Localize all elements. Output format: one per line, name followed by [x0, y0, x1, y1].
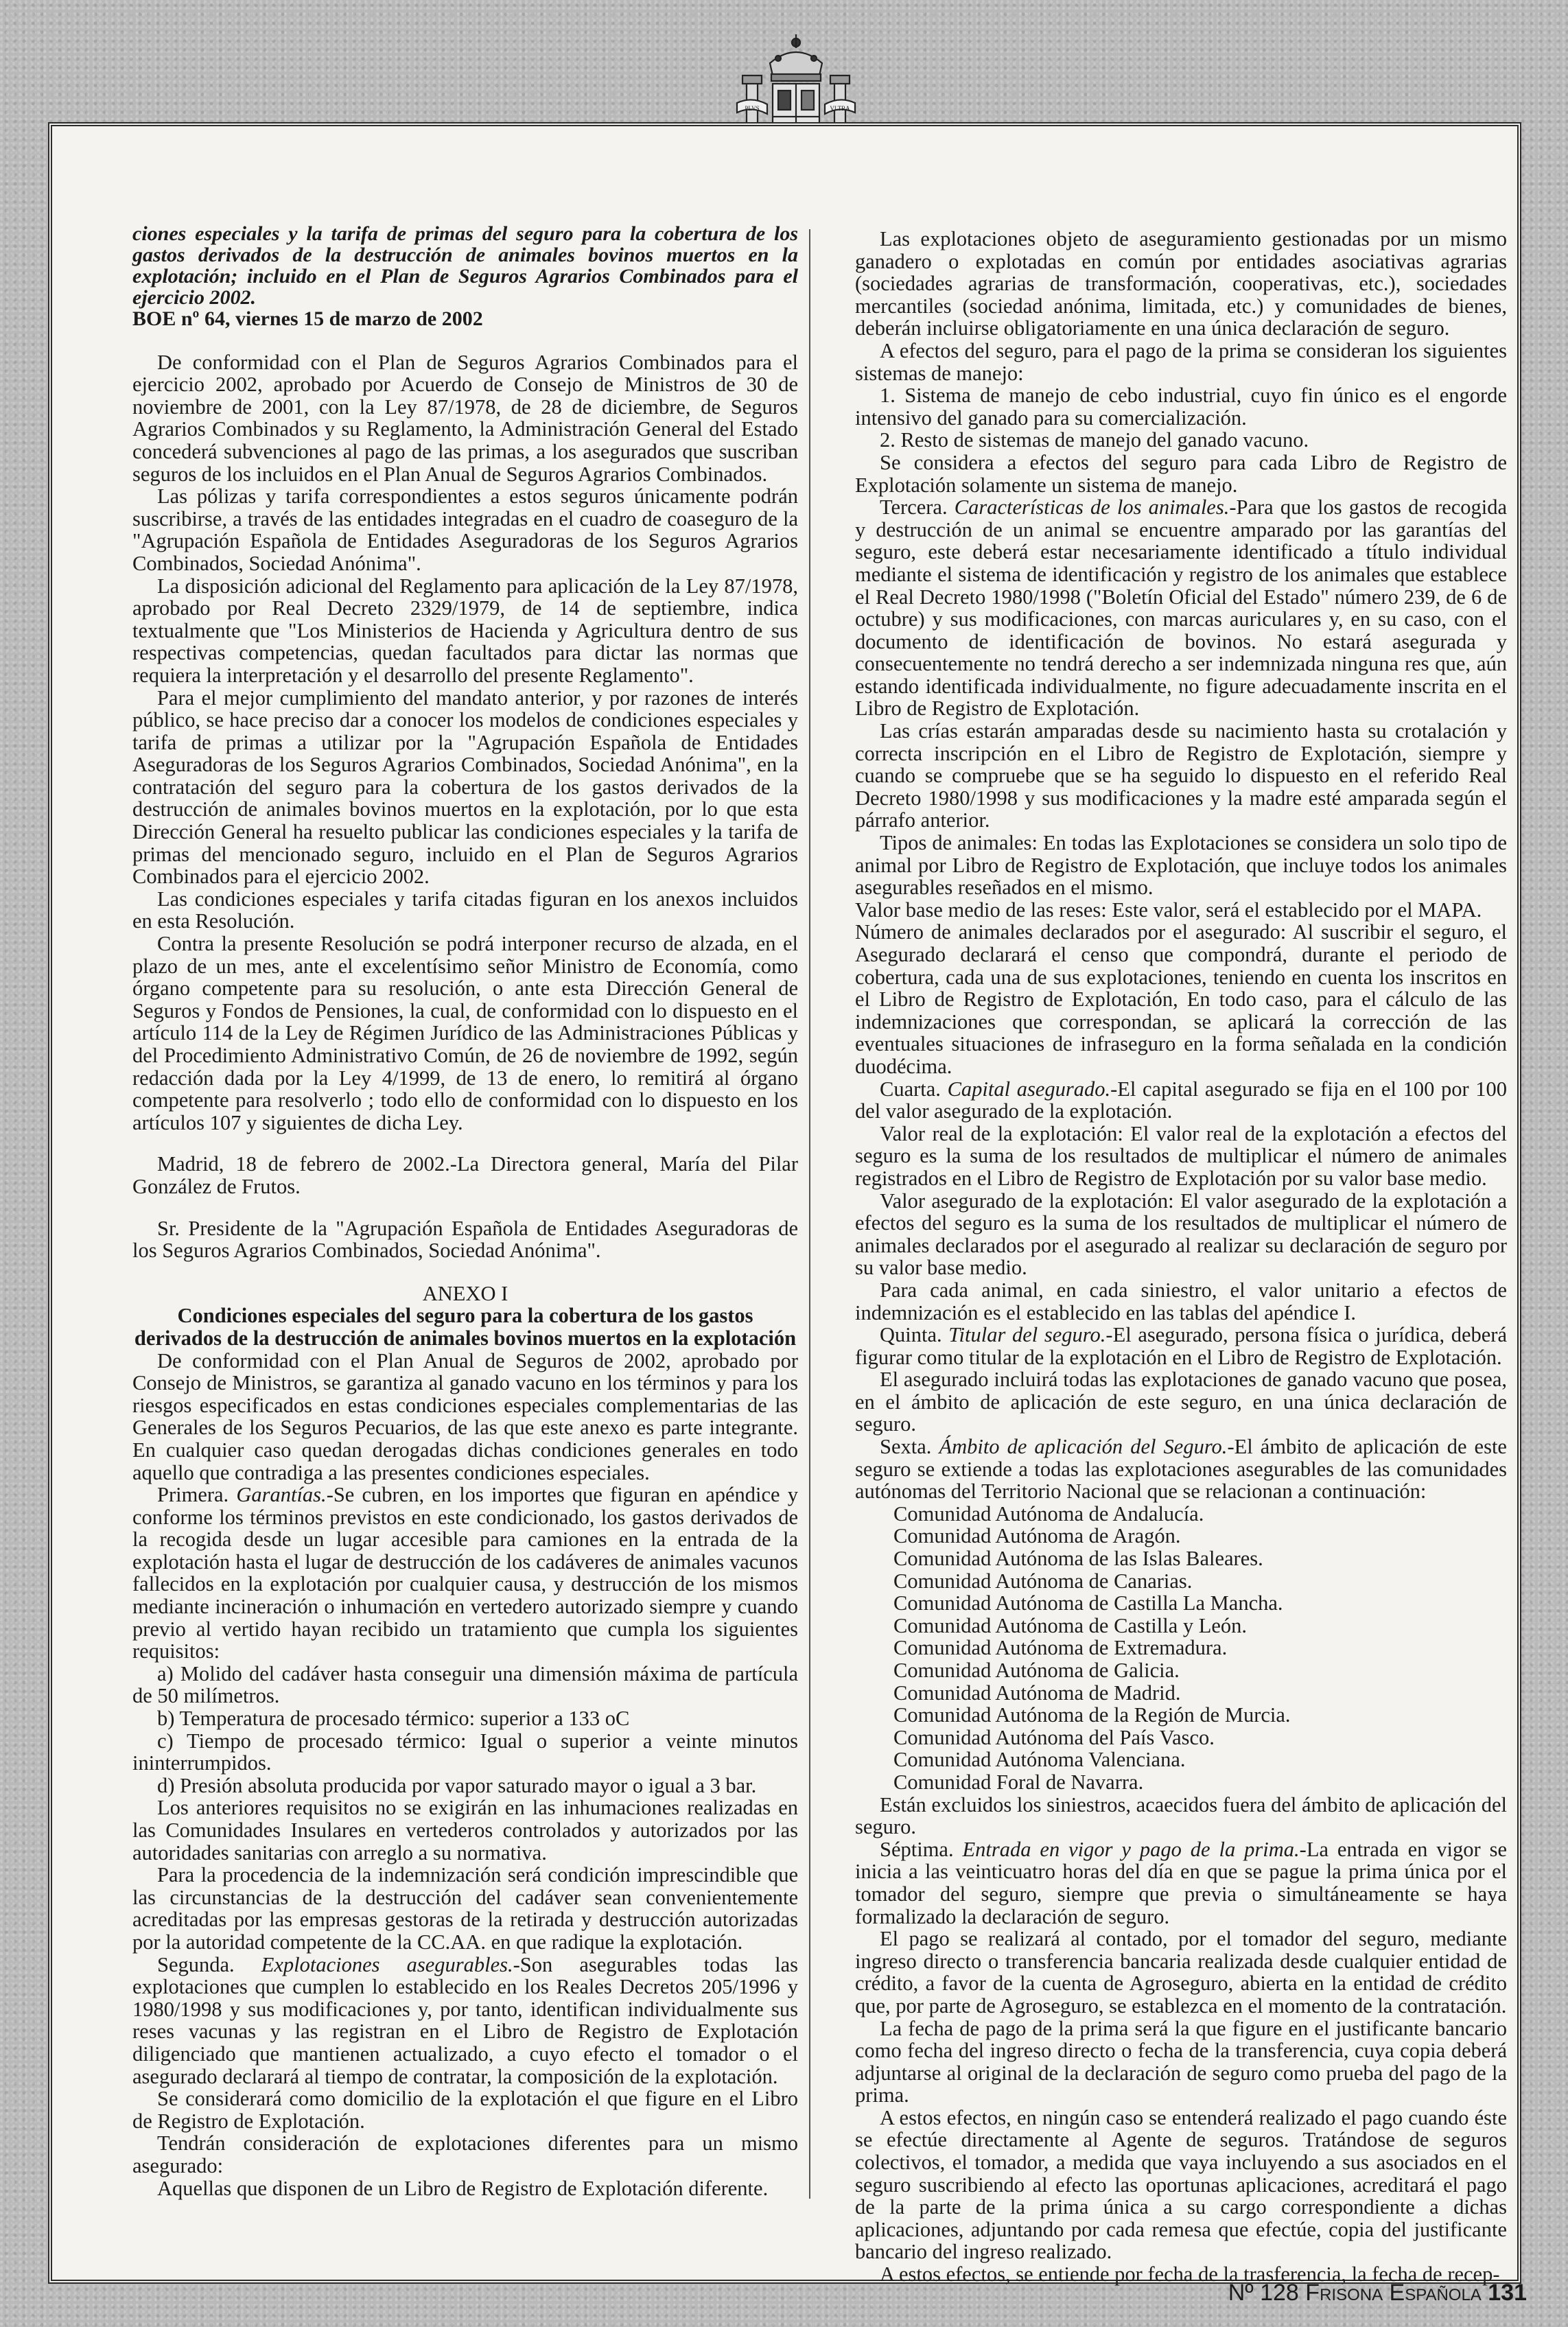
page-panel	[48, 122, 1521, 2287]
paragraph: La disposición adicional del Reglamento para aplicación de la Ley 87/1978, aprobado por Real Decreto 2329/1979, de 14 de septiembre, indica textualmente que "Los Ministerios de Hacienda y Agricultura dentro de sus respectivas competencias, quedan facultados para dictar las normas que requiera la interpretación y el desarrollo del presente Reglamento".	[132, 574, 798, 687]
paragraph: Las explotaciones objeto de aseguramiento gestionadas por un mismo ganadero o explotadas en común por entidades asociativas agrarias (sociedades agrarias de transformación, cooperativas, etc.), sociedades mercantiles (sociedad anónima, limitada, etc.) y comunidades de bienes, deberán incluirse obligatoriamente en una única declaración de seguro.	[855, 227, 1507, 340]
addressee-paragraph: Sr. Presidente de la "Agrupación Española de Entidades Aseguradoras de los Seguros Agrarios Combinados, Sociedad Anónima".	[132, 1216, 798, 1263]
clause-heading: Explotaciones asegurables.	[261, 1952, 513, 1976]
clause-quinta	[855, 1324, 1507, 1368]
paragraph: Los anteriores requisitos no se exigirán en las inhumaciones realizadas en las Comunidades Insulares en vertederos controlados y autorizados por las autoridades sanitarias con arreglo a su normativa.	[132, 1796, 798, 1864]
list-item: Comunidad Autónoma de las Islas Baleares.	[893, 1547, 1263, 1571]
clause-heading: Ámbito de aplicación del Seguro.	[939, 1435, 1228, 1459]
paragraph: Están excluidos los siniestros, acaecidos fuera del ámbito de aplicación del seguro.	[855, 1792, 1507, 1839]
list-item: Comunidad Autónoma de Madrid.	[893, 1681, 1181, 1705]
regions-list	[855, 1503, 1507, 1794]
clause-text: -El capital asegurado se fija en el 100 por 100 del valor asegurado de la explotación.	[855, 1077, 1508, 1123]
clause-lead: Quinta.	[880, 1323, 949, 1347]
list-item: Comunidad Foral de Navarra.	[893, 1770, 1144, 1794]
annex-subtitle: Condiciones especiales del seguro para la cobertura de los gastos derivados de la destrucción de animales bovinos muertos en la explotación	[134, 1304, 797, 1350]
magazine-name: Frisona Española	[1305, 2280, 1482, 2306]
paragraph: Para la procedencia de la indemnización será condición imprescindible que las circunstancias de la destrucción del cadáver sean convenientemente acreditadas por las empresas gestoras de la retirada y destrucción autorizadas por la autoridad competente de la CC.AA. en que radique la explotación.	[132, 1863, 798, 1954]
paragraph: El pago se realizará al contado, por el tomador del seguro, mediante ingreso directo o transferencia bancaria realizada desde cualquier entidad de crédito, a favor de la cuenta de Agroseguro, abierta en la entidad de crédito que, por parte de Agroseguro, se establezca en el momento de la contratación.	[855, 1927, 1507, 2018]
paragraph: Se considera a efectos del seguro para cada Libro de Registro de Explotación solamente un sistema de manejo.	[855, 450, 1507, 497]
list-item: Comunidad Autónoma de Aragón.	[893, 1524, 1181, 1548]
paragraph: A efectos del seguro, para el pago de la prima se consideran los siguientes sistemas de manejo:	[855, 338, 1507, 385]
paragraph: Valor real de la explotación: El valor real de la explotación a efectos del seguro es la suma de los resultados de multiplicar el número de animales registrados en el Libro de Registro de Explotación por su valor base medio.	[855, 1121, 1507, 1190]
signature-paragraph: Madrid, 18 de febrero de 2002.-La Directora general, María del Pilar González de Frutos.	[132, 1152, 798, 1198]
requirement-item: b) Temperatura de procesado térmico: superior a 133 oC	[157, 1707, 630, 1731]
clause-primera	[132, 1484, 798, 1663]
clause-lead: Cuarta.	[880, 1077, 948, 1101]
requirement-item: a) Molido del cadáver hasta conseguir una dimensión máxima de partícula de 50 milímetros.	[132, 1661, 798, 1708]
paragraph: 2. Resto de sistemas de manejo del ganado vacuno.	[880, 428, 1309, 452]
clause-text: -Son asegurables todas las explotaciones que cumplen lo establecido en los Reales Decretos 205/1996 y 1980/1998 y sus modificaciones y, por tanto, identifican individualmente sus reses vacunas y las registran en el Libro de Registro de Explotación diligenciado que mantienen actualizado, a cuyo efecto el tomador o el asegurado declarará al tiempo de contratar, la composición de la explotación.	[132, 1952, 798, 2088]
paragraph: Para el mejor cumplimiento del mandato anterior, y por razones de interés público, se hace preciso dar a conocer los modelos de condiciones especiales y tarifa de primas a utilizar por la "Agrupación Española de Entidades Aseguradoras de los Seguros Agrarios Combinados, Sociedad Anónima", en la contratación del seguro para la cobertura de los gastos derivados de la destrucción de animales bovinos muertos en la explotación, por lo que esta Dirección General ha resuelto publicar las condiciones especiales y la tarifa de primas del mencionado seguro, incluido en el Plan de Seguros Agrarios Combinados para el ejercicio 2002.	[132, 686, 798, 889]
paragraph: Aquellas que disponen de un Libro de Registro de Explotación diferente.	[157, 2176, 769, 2200]
clause-sexta	[855, 1436, 1507, 1503]
page-footer	[1184, 2280, 1527, 2307]
clause-text: -El ámbito de aplicación de este seguro se extiende a todas las explotaciones asegurables de las comunidades autónomas del Territorio Nacional que se relacionan a continuación:	[855, 1435, 1507, 1504]
paragraph: Se considerará como domicilio de la explotación el que figure en el Libro de Registro de Explotación.	[132, 2087, 798, 2133]
list-item: Comunidad Autónoma del País Vasco.	[893, 1725, 1215, 1749]
paragraph: 1. Sistema de manejo de cebo industrial, cuyo fin único es el engorde intensivo del ganado para su comercialización.	[855, 384, 1507, 430]
paragraph: Valor asegurado de la explotación: El valor asegurado de la explotación a efectos del seguro es la suma de los resultados de multiplicar el número de animales declarados por el asegurado al realizar su declaración de seguro por su valor base medio.	[855, 1189, 1507, 1280]
list-item: Comunidad Autónoma de Castilla La Mancha.	[893, 1591, 1283, 1615]
clause-text: -Se cubren, en los importes que figuran en apéndice y conforme los términos previstos en este condicionado, los gastos derivados de la recogida desde un lugar accesible para camiones en la entrada de la explotación hasta el lugar de destrucción de los cadáveres de animales vacunos fallecidos en la explotación por cualquier causa, y destrucción de los mismos mediante incineración o inhumación en vertedero autorizado siempre y cuando previo al vertido hayan recibido un tratamiento que cumpla los siguientes requisitos:	[132, 1483, 798, 1663]
paragraph: Las crías estarán amparadas desde su nacimiento hasta su crotalación y correcta inscripción en el Libro de Registro de Explotación, siempre y cuando se compruebe que se ha seguido lo dispuesto en el referido Real Decreto 1980/1998 y sus modificaciones y la madre esté amparada según el párrafo anterior.	[855, 719, 1507, 832]
clause-heading: Capital asegurado.	[947, 1077, 1111, 1101]
boe-reference: BOE nº 64, viernes 15 de marzo de 2002	[132, 307, 483, 330]
paragraph: Las pólizas y tarifa correspondientes a estos seguros únicamente podrán suscribirse, a través de las entidades integradas en el cuadro de coaseguro de la "Agrupación Española de Entidades Aseguradoras de los Seguros Agrarios Combinados, Sociedad Anónima".	[132, 484, 798, 575]
paragraph: A estos efectos, se entiende por fecha de la trasferencia, la fecha de recep-	[880, 2262, 1500, 2287]
clause-tercera	[855, 496, 1507, 720]
clause-heading: Características de los animales.	[954, 495, 1230, 519]
paragraph: Para cada animal, en cada siniestro, el valor unitario a efectos de indemnización es el establecido en las tablas del apéndice I.	[855, 1278, 1507, 1324]
paragraph: De conformidad con el Plan de Seguros Agrarios Combinados para el ejercicio 2002, aprobado por Acuerdo de Consejo de Ministros de 30 de noviembre de 2001, con la Ley 87/1978, de 28 de diciembre, de Seguros Agrarios Combinados y su Reglamento, la Administración General del Estado concederá subvenciones al pago de las primas, a los asegurados que suscriban seguros de los incluidos en el Plan Anual de Seguros Agrarios Combinados.	[132, 350, 798, 486]
resolution-title: ciones especiales y la tarifa de primas del seguro para la cobertura de los gastos derivados de la destrucción de animales bovinos muertos en la explotación; incluido en el Plan de Seguros Agrarios Combinados para el ejercicio 2002.	[132, 222, 798, 309]
ribbon-left-text: PLVS	[745, 105, 760, 112]
paragraph: De conformidad con el Plan Anual de Seguros de 2002, aprobado por Consejo de Ministros, se garantiza al ganado vacuno en los términos y para los riesgos especificados en estas condiciones especiales complementarias de las Generales de los Seguros Pecuarios, de las que este anexo es parte integrante. En cualquier caso quedan derogadas dichas condiciones generales en todo aquello que contradiga a las presentes condiciones especiales.	[132, 1348, 798, 1484]
paragraph: Número de animales declarados por el asegurado: Al suscribir el seguro, el Asegurado declarará el censo que compondrá, durante el periodo de cobertura, cada una de sus explotaciones, teniendo en cuenta los inscritos en el Libro de Registro de Explotación, En todo caso, para el cálculo de las indemnizaciones que correspondan, se aplicará la corrección de las eventuales situaciones de infraseguro en la forma señalada en la condición duodécima.	[855, 920, 1507, 1078]
left-column	[132, 223, 798, 2280]
list-item: Comunidad Autónoma de la Región de Murcia.	[893, 1703, 1291, 1727]
clause-heading: Garantías.	[236, 1483, 327, 1507]
page-number: 131	[1488, 2280, 1527, 2306]
clause-text: -Para que los gastos de recogida y destrucción de un animal se encuentre amparado por las garantías del seguro, este deberá estar necesariamente identificado a título individual mediante el sistema de identificación y registro de los animales que establece el Real Decreto 1980/1998 ("Boletín Oficial del Estado" número 239, de 6 de octubre) y sus modificaciones, con marcas auriculares y, en su caso, con el documento de identificación de bovinos. No estará asegurada y consecuentemente no tendrá derecho a ser indemnizada ninguna res que, aún estando identificada individualmente, no figure adecuadamente inscrita en el Libro de Registro de Explotación.	[855, 495, 1508, 721]
clause-segunda	[132, 1954, 798, 2088]
clause-lead: Sexta.	[880, 1435, 939, 1459]
right-column	[855, 227, 1508, 2287]
list-item: Comunidad Autónoma de Extremadura.	[893, 1636, 1228, 1660]
list-item: Comunidad Autónoma de Castilla y León.	[893, 1613, 1248, 1637]
list-item: Comunidad Autónoma Valenciana.	[893, 1748, 1186, 1772]
clause-lead: Primera.	[157, 1483, 237, 1507]
paragraph: Tipos de animales: En todas las Explotaciones se considera un solo tipo de animal por Libro de Registro de Explotación, que incluye todos los animales asegurables reseñados en el mismo.	[855, 831, 1507, 900]
requirement-item: d) Presión absoluta producida por vapor saturado mayor o igual a 3 bar.	[157, 1773, 757, 1797]
paragraph: A estos efectos, en ningún caso se entenderá realizado el pago cuando éste se efectúe directamente al Agente de seguros. Tratándose de seguros colectivos, el tomador, a medida que vaya incluyendo a sus asociados en el seguro suscribiendo al efecto las oportunas aplicaciones, acreditará el pago de la parte de la prima única a su cargo correspondiente a dichas aplicaciones, adjuntando por cada remesa que efectúe, copia del justificante bancario del ingreso realizado.	[855, 2105, 1507, 2264]
ribbon-right-text: VLTRA	[830, 105, 850, 112]
paragraph: Las condiciones especiales y tarifa citadas figuran en los anexos incluidos en esta Resolución.	[132, 887, 798, 933]
paragraph: Valor base medio de las reses: Este valor, será el establecido por el MAPA.	[855, 898, 1482, 922]
clause-lead: Segunda.	[157, 1952, 261, 1976]
clause-lead: Séptima.	[880, 1837, 963, 1861]
paragraph: La fecha de pago de la prima será la que figure en el justificante bancario como fecha del ingreso directo o fecha de la transferencia, cuya copia deberá adjuntarse al original de la declaración de seguro como prueba del pago de la prima.	[855, 2016, 1507, 2107]
paragraph: Contra la presente Resolución se podrá interponer recurso de alzada, en el plazo de un mes, ante el excelentísimo señor Ministro de Economía, como órgano competente para su resolución, o ante esta Dirección General de Seguros y Fondos de Pensiones, la cual, de conformidad con lo dispuesto en el artículo 114 de la Ley de Régimen Jurídico de las Administraciones Públicas y del Procedimiento Administrativo Común, de 26 de noviembre de 1992, según redacción dada por la Ley 4/1999, de 13 de enero, lo remitirá al órgano competente para resolverlo ; todo ello de conformidad con lo dispuesto en los artículos 107 y siguientes de dicha Ley.	[132, 932, 798, 1134]
clause-heading: Titular del seguro.	[948, 1323, 1106, 1347]
clause-lead: Tercera.	[880, 495, 955, 519]
list-item: Comunidad Autónoma de Andalucía.	[893, 1501, 1204, 1525]
column-divider	[809, 229, 810, 2199]
annex-title: ANEXO I	[422, 1281, 508, 1305]
list-item: Comunidad Autónoma de Galicia.	[893, 1659, 1180, 1682]
clause-septima	[855, 1838, 1507, 1928]
issue-number: Nº 128	[1228, 2280, 1299, 2306]
clause-text: -La entrada en vigor se inicia a las veinticuatro horas del día en que se pague la prima única por el tomador del seguro, siempre que previa o simultáneamente se haya formalizado la declaración de seguro.	[855, 1837, 1507, 1928]
clause-text: -El asegurado, persona física o jurídica, deberá figurar como titular de la explotación en el Libro de Registro de Explotación.	[855, 1323, 1507, 1369]
clause-heading: Entrada en vigor y pago de la prima.	[962, 1837, 1300, 1861]
requirement-item: c) Tiempo de procesado térmico: Igual o superior a veinte minutos ininterrumpidos.	[132, 1729, 798, 1775]
clause-cuarta	[855, 1078, 1507, 1123]
paragraph: El asegurado incluirá todas las explotaciones de ganado vacuno que posea, en el ámbito de aplicación de este seguro, en una única declaración de seguro.	[855, 1368, 1507, 1436]
list-item: Comunidad Autónoma de Canarias.	[893, 1569, 1193, 1593]
paragraph: Tendrán consideración de explotaciones diferentes para un mismo asegurado:	[132, 2131, 798, 2177]
